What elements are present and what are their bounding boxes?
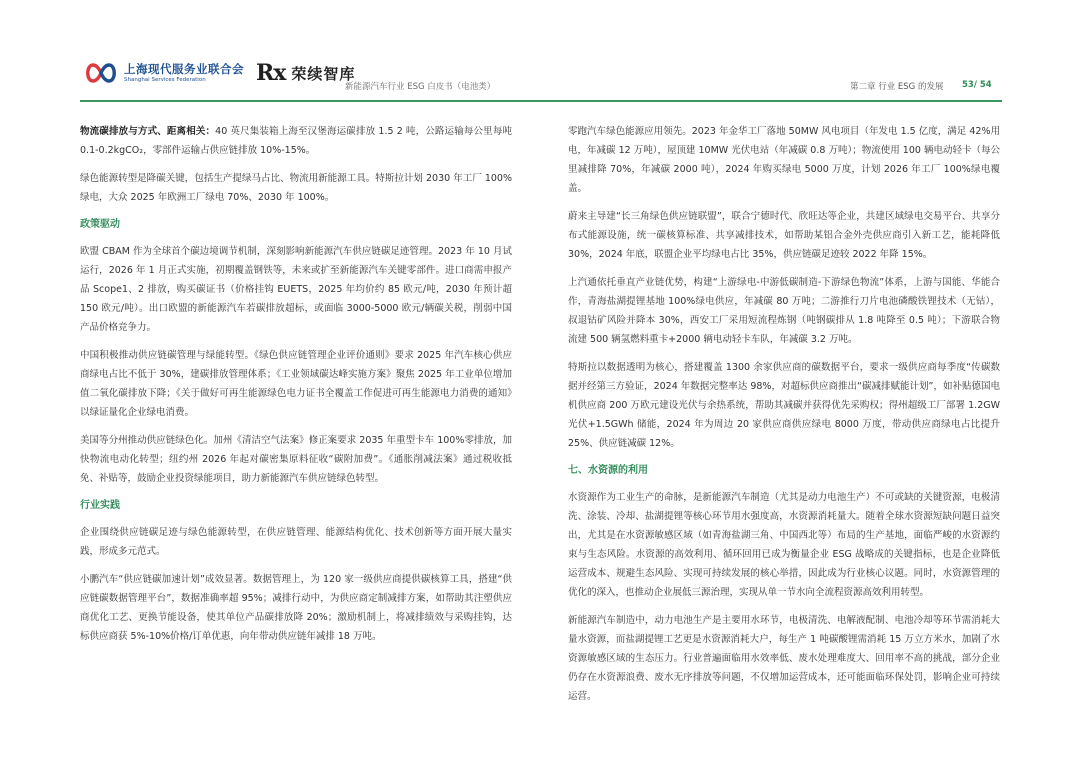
paragraph: [80, 523, 512, 561]
paragraph: [568, 358, 1000, 453]
ssf-name-cn: 上海现代服务业联合会: [124, 62, 244, 76]
paragraph-text: 零跑汽车绿色能源应用领先。2023 年金华工厂落地 50MW 风电项目（年发电 1.5 亿度，满足 42%用电，年减碳 12 万吨），屋顶建 10MW 光伏电站（年减碳 0.8 万吨）；物流使用 100 辆电动轻卡（每公里减排降 70%，年减碳 2000 吨），2024 年购买绿电 5000 万度，计划 2026 年工厂 100%绿电覆盖。: [568, 126, 1000, 194]
paragraph-lead: 物流碳排放与方式、距离相关：: [80, 126, 216, 137]
paragraph: [568, 273, 1000, 349]
section-heading: 行业实践: [80, 500, 120, 511]
paragraph: [80, 570, 512, 646]
ssf-logo: [84, 60, 244, 86]
paragraph-text: 企业围绕供应链碳足迹与绿色能源转型，在供应链管理、能源结构优化、技术创新等方面开展大量实践，形成多元范式。: [80, 527, 512, 557]
paragraph: [568, 122, 1000, 198]
paragraph-text: 美国等分州推动供应链绿色化。加州《清洁空气法案》修正案要求 2035 年重型卡车 100%零排放，加快物流电动化转型；纽约州 2026 年起对碳密集原料征收“碳附加费”。《通胀削减法案》通过税收抵免、补贴等，鼓励企业投资绿能项目，助力新能源汽车供应链绿色转型。: [80, 435, 512, 484]
paragraph-text: 小鹏汽车“供应链碳加速计划”成效显著。数据管理上，为 120 家一级供应商提供碳核算工具，搭建“供应链碳数据管理平台”，数据准确率超 95%；减排行动中，为供应商定制减排方案，如帮助其注塑供应商优化工艺、更换节能设备，使其单位产品碳排放降 20%；激励机制上，将减排绩效与采购挂钩，达标供应商获 5%-10%价格/订单优惠，向年带动供应链年减排 18 万吨。: [80, 574, 512, 642]
paragraph: [80, 242, 512, 337]
page-number: 53/ 54: [962, 80, 992, 90]
paragraph: [80, 169, 512, 207]
rx-name: 荣续智库: [291, 64, 356, 83]
paragraph-text: 中国积极推动供应链碳管理与绿能转型。《绿色供应链管理企业评价通则》要求 2025 年汽车核心供应商绿电占比不低于 30%，建碳排放管理体系；《工业领域碳达峰实施方案》聚焦 2025 年工业单位增加值二氧化碳排放下降；《关于做好可再生能源绿色电力证书全覆盖工作促进可再生能源电力消费的通知》以绿证量化企业绿电消费。: [80, 350, 512, 418]
rx-logo-icon: Rx: [256, 60, 286, 86]
rx-logo: [256, 60, 355, 86]
ssf-logo-icon: [84, 60, 118, 86]
paragraph: [568, 207, 1000, 264]
paragraph-text: 新能源汽车制造中，动力电池生产是主要用水环节，电极清洗、电解液配制、电池冷却等环节需消耗大量水资源，而盐湖提锂工艺更是水资源消耗大户，每生产 1 吨碳酸锂需消耗 15 万立方米水，加剧了水资源敏感区域的生态压力。行业普遍面临用水效率低、废水处理难度大、回用率不高的挑战，部分企业仍存在水资源浪费、废水无序排放等问题，不仅增加运营成本，还可能面临环保处罚，影响企业可持续运营。: [568, 615, 1000, 702]
paragraph-text: 水资源作为工业生产的命脉，是新能源汽车制造（尤其是动力电池生产）不可或缺的关键资源，电极清洗、涂装、冷却、盐湖提锂等核心环节用水强度高，水资源消耗量大。随着全球水资源短缺问题日益突出，尤其是在水资源敏感区域（如青海盐湖三角、中国西北等）布局的生产基地，面临严峻的水资源约束与生态风险。水资源的高效利用、循环回用已成为衡量企业 ESG 战略成的关键指标，也是企业降低运营成本、规避生态风险、实现可持续发展的核心举措，因此成为行业核心议题。同时，水资源管理的优化的深入，也推动企业展低三源治理，实现从单一节水向全流程资源高效利用转型。: [568, 492, 1000, 598]
paragraph-text: 绿色能源转型是降碳关键，包括生产提绿马占比、物流用新能源工具。特斯拉计划 2030 年工厂 100%绿电，大众 2025 年欧洲工厂绿电 70%、2030 年 100%。: [80, 173, 512, 203]
left-column: [80, 122, 512, 655]
paragraph: [568, 611, 1000, 706]
paragraph: [80, 122, 512, 160]
paragraph-text: 特斯拉以数据透明为核心，搭建覆盖 1300 余家供应商的碳数据平台，要求一级供应商每季度“传碳数据并经第三方验证，2024 年数据完整率达 98%，对超标供应商推出“碳减排赋能计划”，如补贴德国电机供应商 200 万欧元建设光伏与余热系统，帮助其减碳并获得优先采购权；得州超级工厂部署 1.2GW 光伏+1.5GWh 储能，2024 年为周边 20 家供应商供应绿电 8000 万度，带动供应商绿电占比提升 25%、供应链减碳 12%。: [568, 362, 1000, 449]
paragraph-text: 上汽通依托垂直产业链优势，构建“上游绿电-中游低碳制造-下游绿色物流”体系，上游与国能、华能合作，青海盐湖提锂基地 100%绿电供应，年减碳 80 万吨；二游推行刀片电池磷酸铁锂技术（无钴），叔退钴矿风险并降本 30%，西安工厂采用短流程炼钢（吨钢碳排从 1.8 吨降至 0.5 吨）；下游联合物流建 500 辆氢燃料重卡+2000 辆电动轻卡车队，年减碳 3.2 万吨。: [568, 277, 1000, 345]
header-divider: [80, 100, 1002, 102]
section-heading: 政策驱动: [80, 219, 120, 230]
paragraph-text: 40 英尺集装箱上海至汉堡海运碳排放 1.5 2 吨，公路运输每公里每吨 0.1-0.2kgCO₂，零部件运输占供应链排放 10%-15%。: [80, 126, 512, 156]
logo-group: [84, 60, 355, 86]
page-header: [0, 0, 1080, 110]
document-title: 新能源汽车行业 ESG 白皮书（电池类）: [345, 82, 496, 92]
paragraph: [80, 431, 512, 488]
section-heading: 七、水资源的利用: [568, 465, 648, 476]
paragraph: [80, 346, 512, 422]
paragraph-text: 蔚来主导建“长三角绿色供应链联盟”，联合宁德时代、欣旺达等企业，共建区域绿电交易平台、共享分布式能源设施，统一碳核算标准、共享减排技术，如帮助某铝合金外壳供应商引入新工艺，能耗降低 30%，2024 年底，联盟企业平均绿电占比 35%，供应链碳足迹较 2022 年降 15%。: [568, 211, 1000, 260]
chapter-title: 第二章 行业 ESG 的发展: [850, 82, 944, 92]
right-column: [568, 122, 1000, 715]
ssf-name-en: Shanghai Services Federation: [124, 77, 206, 83]
paragraph: [568, 488, 1000, 602]
paragraph-text: 欧盟 CBAM 作为全球首个碳边境调节机制，深刻影响新能源汽车供应链碳足迹管理。2023 年 10 月试运行，2026 年 1 月正式实施，初期覆盖钢铁等，未来或扩至新能源汽车关键零部件。进口商需申报产品 Scope1、2 排放，购买碳证书（价格挂钩 EUETS，2025 年均价约 85 欧元/吨，2030 年预计超 150 欧元/吨）。出口欧盟的新能源汽车若碳排放超标，或面临 3000-5000 欧元/辆碳关税，削弱中国产品价格竞争力。: [80, 246, 512, 333]
